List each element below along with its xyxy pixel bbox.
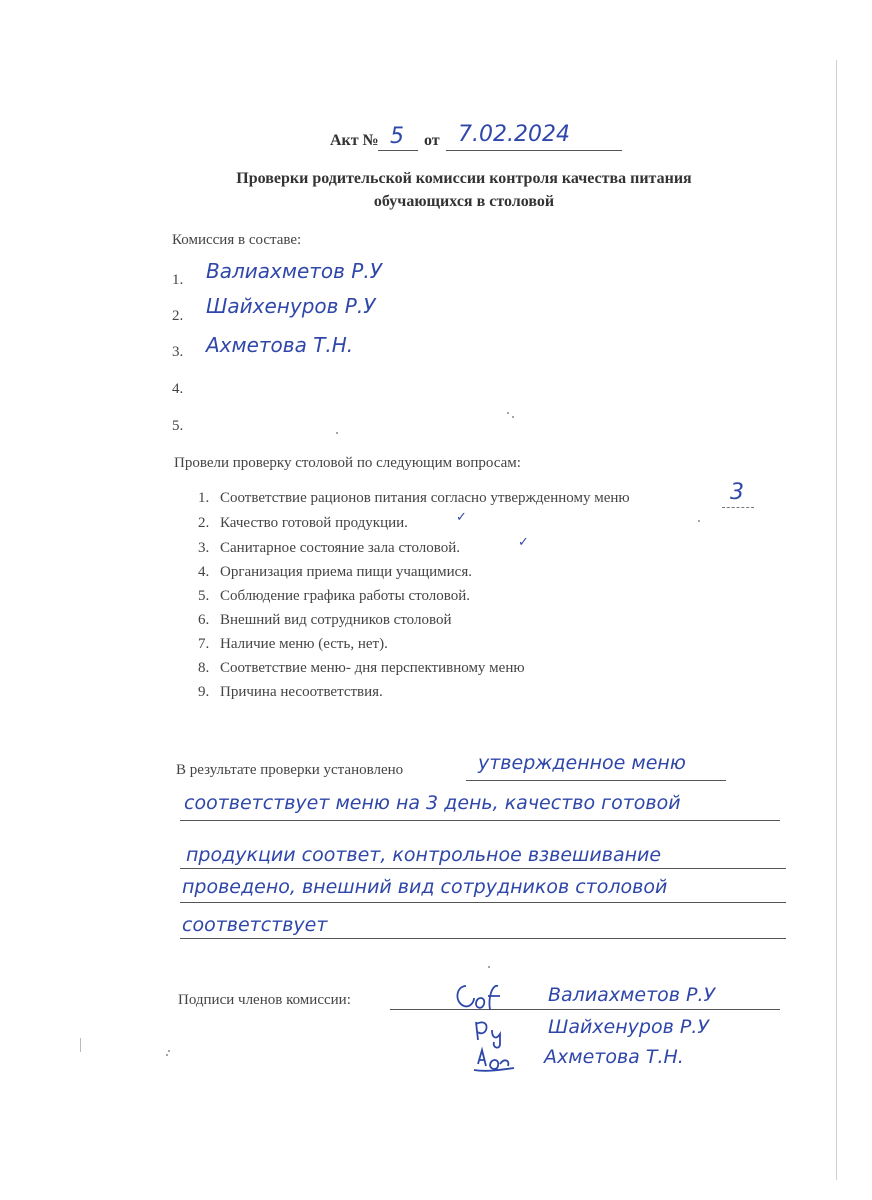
- member-num-3: 3.: [172, 344, 184, 360]
- question-item: [198, 564, 472, 581]
- result-text-2: соответствует меню на 3 день, качество готовой: [184, 792, 681, 814]
- signatures-line: [390, 1009, 780, 1010]
- act-number: 5: [390, 124, 404, 149]
- scan-speck: [336, 432, 338, 434]
- question-item: [198, 684, 383, 701]
- signatures-label: Подписи членов комиссии:: [178, 992, 351, 1008]
- document-title-line2: обучающихся в столовой: [373, 193, 555, 210]
- question-text: Соблюдение графика работы столовой.: [220, 588, 471, 604]
- question-num: 8.: [198, 660, 210, 676]
- question-text: Соответствие рационов питания согласно утвержденному меню: [220, 490, 630, 506]
- scan-speck: [698, 520, 700, 522]
- question-item: [198, 660, 525, 677]
- question-num: 5.: [198, 588, 210, 604]
- question-num: 3.: [198, 540, 210, 556]
- question-mark-2: ✓: [456, 510, 467, 525]
- question-item: [198, 612, 451, 629]
- result-label: В результате проверки установлено: [176, 762, 404, 778]
- result-text-1: утвержденное меню: [478, 752, 686, 774]
- signature-name-2: Шайхенуров Р.У: [548, 1016, 709, 1038]
- result-line-3: [180, 868, 786, 869]
- result-line-4: [180, 902, 786, 903]
- question-item: [198, 490, 630, 507]
- question-num: 7.: [198, 636, 210, 652]
- signature-name-1: Валиахметов Р.У: [548, 984, 716, 1006]
- question-num: 6.: [198, 612, 210, 628]
- result-text-3: продукции соответ, контрольное взвешивание: [186, 844, 662, 866]
- scan-speck: [168, 1050, 170, 1052]
- member-num-4: 4.: [172, 381, 184, 397]
- act-prefix: Акт №: [330, 132, 379, 149]
- scan-speck: [166, 1054, 168, 1056]
- member-name-2: Шайхенуров Р.У: [206, 294, 376, 318]
- question-mark-line: [722, 507, 754, 508]
- questions-label: Провели проверку столовой по следующим вопросам:: [174, 455, 521, 471]
- question-num: 4.: [198, 564, 210, 580]
- question-text: Организация приема пищи учащимися.: [220, 564, 472, 580]
- signature-mark-3: [470, 1044, 516, 1081]
- question-text: Качество готовой продукции.: [220, 515, 408, 531]
- member-name-3: Ахметова Т.Н.: [206, 333, 354, 357]
- question-mark-3: ✓: [518, 535, 529, 550]
- question-text: Внешний вид сотрудников столовой: [220, 612, 452, 628]
- signature-name-3: Ахметова Т.Н.: [544, 1046, 684, 1068]
- result-line-2: [180, 820, 780, 821]
- commission-label: Комиссия в составе:: [172, 232, 302, 248]
- question-item: [198, 540, 460, 557]
- scan-speck: [512, 416, 514, 418]
- result-line-1: [466, 780, 726, 781]
- member-num-5: 5.: [172, 418, 184, 434]
- member-name-1: Валиахметов Р.У: [206, 259, 382, 283]
- question-item: [198, 636, 388, 653]
- result-text-4: проведено, внешний вид сотрудников столовой: [182, 876, 668, 898]
- question-num: 1.: [198, 490, 210, 506]
- act-from-label: от: [424, 132, 440, 149]
- scan-artifact-line: [80, 1038, 81, 1052]
- scan-edge-line: [836, 60, 837, 1180]
- question-num: 2.: [198, 515, 210, 531]
- act-number-line: [378, 150, 418, 151]
- question-mark-1: 3: [730, 480, 744, 505]
- scan-speck: [507, 412, 509, 414]
- signature-mark-1: [452, 980, 502, 1021]
- result-line-5: [180, 938, 786, 939]
- question-item: [198, 588, 470, 605]
- act-date: 7.02.2024: [458, 122, 570, 147]
- question-text: Наличие меню (есть, нет).: [220, 636, 388, 652]
- question-text: Санитарное состояние зала столовой.: [220, 540, 461, 556]
- question-text: Соответствие меню- дня перспективному меню: [220, 660, 525, 676]
- document-title-line1: Проверки родительской комиссии контроля качества питания: [236, 170, 692, 187]
- question-item: [198, 515, 408, 532]
- result-text-5: соответствует: [182, 914, 328, 936]
- act-date-line: [446, 150, 622, 151]
- member-num-2: 2.: [172, 308, 184, 324]
- member-num-1: 1.: [172, 272, 184, 288]
- question-num: 9.: [198, 684, 210, 700]
- scan-speck: [488, 966, 490, 968]
- question-text: Причина несоответствия.: [220, 684, 383, 700]
